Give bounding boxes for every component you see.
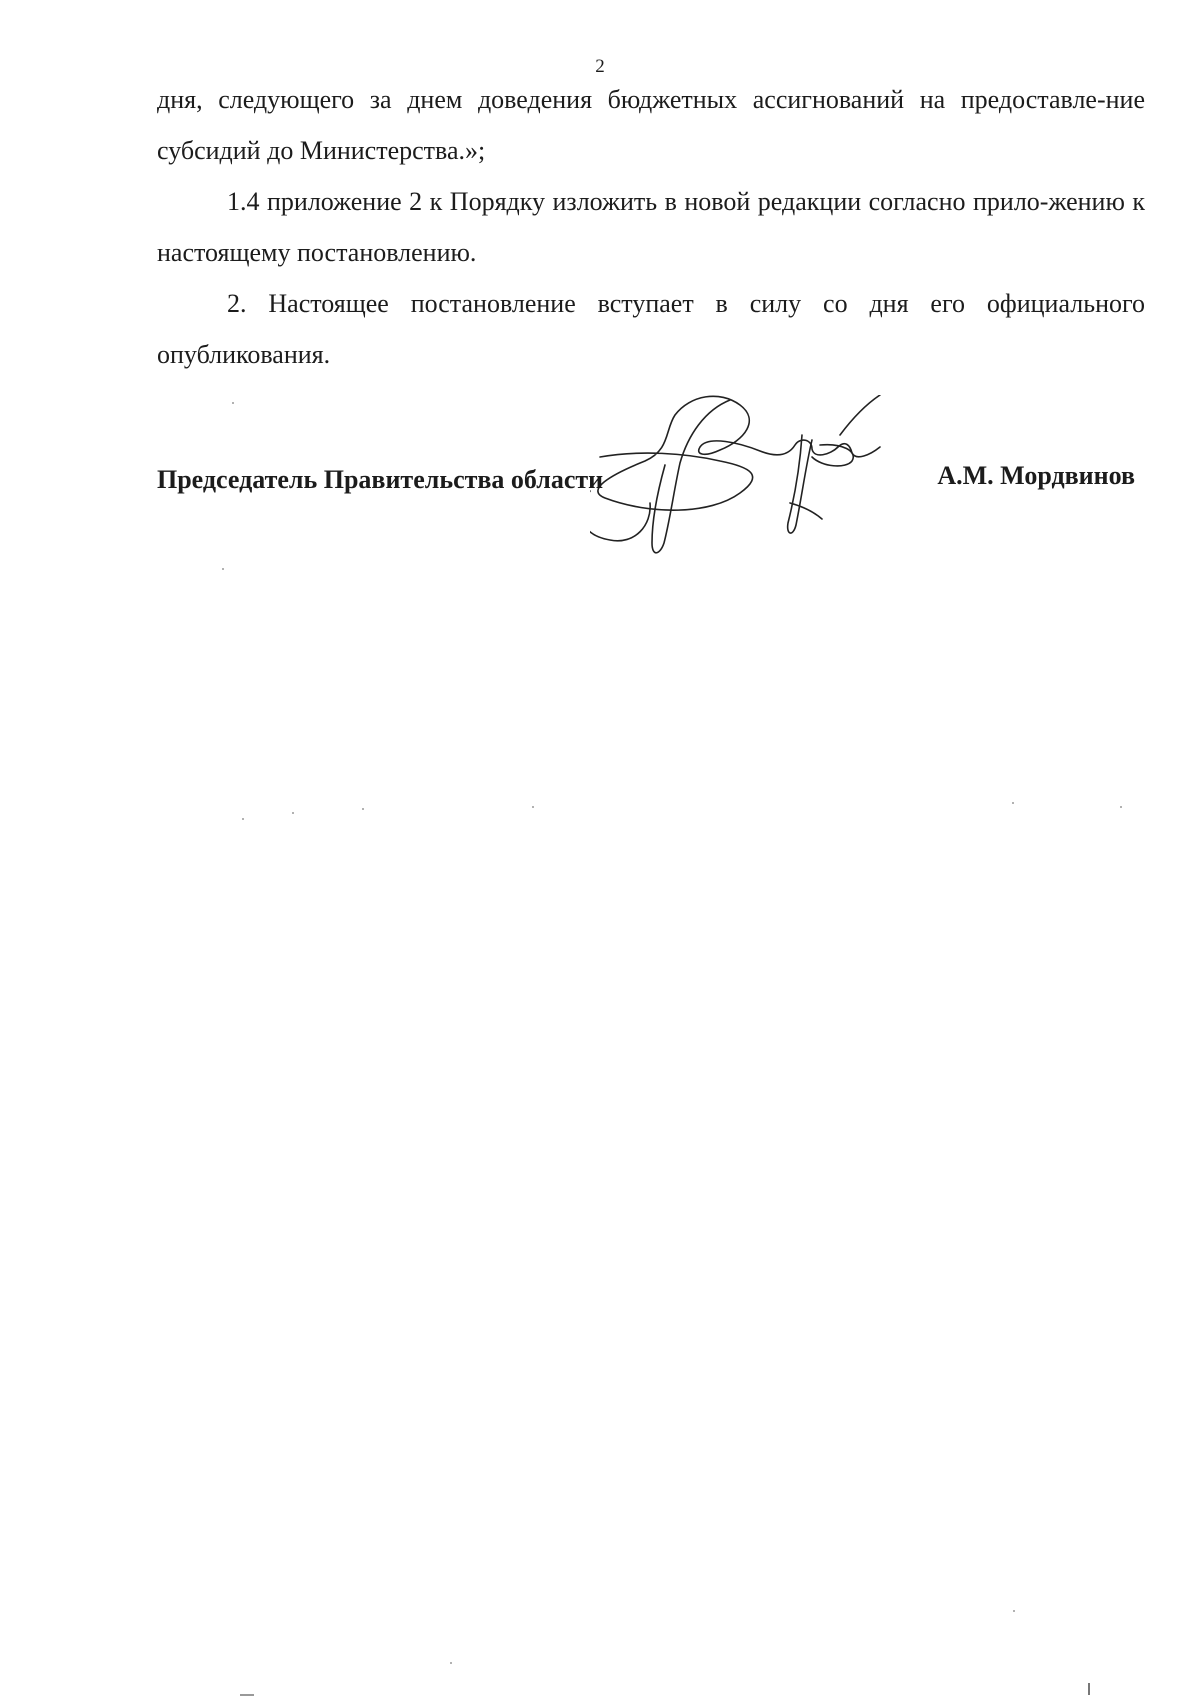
scan-artifact [292,812,294,814]
signatory-title: Председатель Правительства области [157,465,604,494]
scan-artifact [240,1694,254,1696]
body-text [157,74,1145,380]
scan-artifact [1088,1683,1090,1695]
signature-stroke-lower [790,503,822,519]
scan-artifact [362,808,364,810]
scan-artifact [232,402,234,404]
paragraph-item-1-4: 1.4 приложение 2 к Порядку изложить в новой редакции согласно прило-жению к настоящему постановлению. [157,187,1145,267]
scan-artifact [532,806,534,808]
signatory-name: А.М. Мордвинов [937,461,1135,490]
scan-artifact [1013,1610,1015,1612]
signature-block [157,461,1145,505]
scan-artifact [450,1662,452,1664]
scan-artifact [222,568,224,570]
paragraph-item-2: 2. Настоящее постановление вступает в силу со дня его официального опубликования. [157,289,1145,369]
scan-artifact [242,818,244,820]
page-number: 2 [595,56,605,77]
signature-stroke-tail [840,395,880,435]
paragraph-continuation: дня, следующего за днем доведения бюджетных ассигнований на предоставле-ние субсидий до Министерства.»; [157,85,1145,165]
scan-artifact [1120,806,1122,808]
scan-artifact [1012,802,1014,804]
